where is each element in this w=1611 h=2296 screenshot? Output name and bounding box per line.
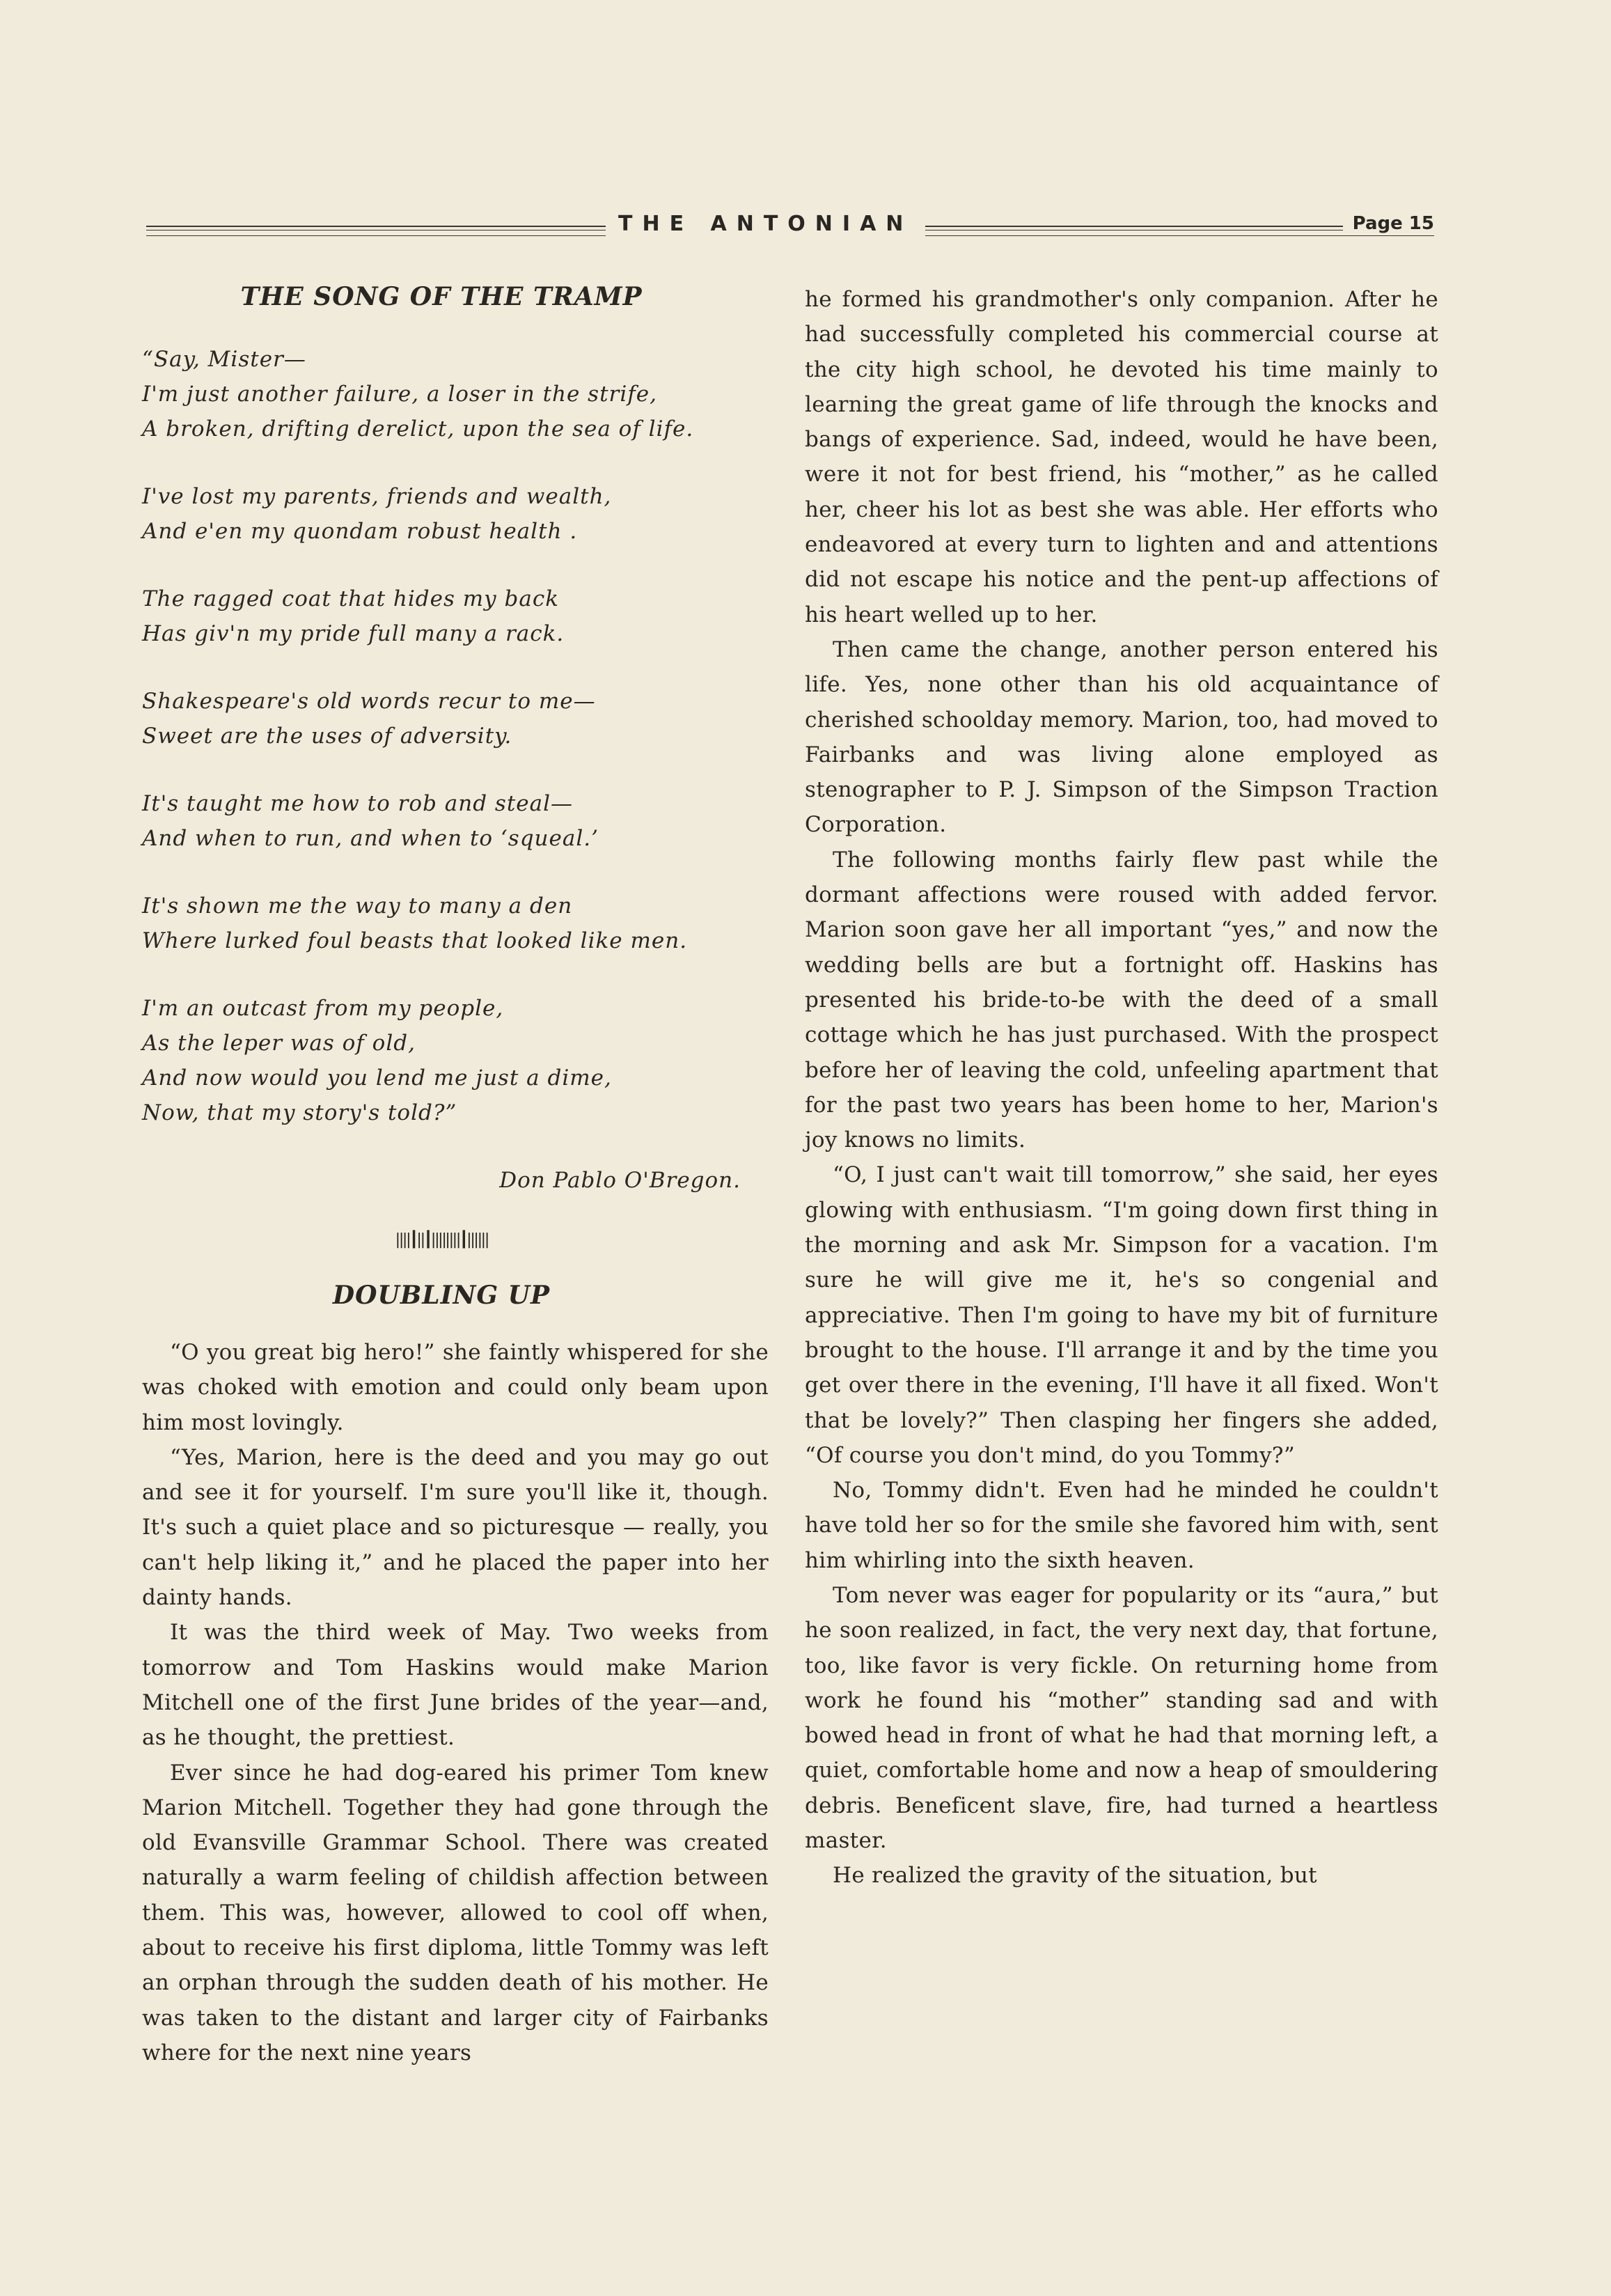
poem-body [142,342,769,1130]
story-paragraph: “O you great big hero!” she faintly whispered for she was choked with emotion and could only beam upon him most lovingly. [142,1340,769,1435]
left-column [142,282,769,2070]
story-paragraph: No, Tommy didn't. Even had he minded he couldn't have told her so for the smile she favored him with, sent him whirling into the sixth heaven. [805,1478,1438,1573]
right-column [805,282,1438,1893]
poem-line: Shakespeare's old words recur to me— [142,689,596,714]
publication-title: THE ANTONIAN [606,212,925,236]
section-divider-ornament: ‖‖┃‖┃‖‖‖‖┃‖‖‖ [395,1231,488,1249]
story-title: DOUBLING UP [332,1281,551,1310]
poem-line: “Say, Mister— [142,347,306,372]
poem-line: And when to run, and when to ‘squeal.’ [142,826,599,851]
poem-line: As the leper was of old, [142,1031,416,1056]
story-paragraph: “Yes, Marion, here is the deed and you may go out and see it for yourself. I'm sure you'll like it, though. It's such a quiet place and so picturesque — really, you can't help liking it,” and he placed the paper into her dainty hands. [142,1444,769,1611]
poem-line: Now, that my story's told?” [142,1100,457,1125]
story-paragraph: The following months fairly flew past while the dormant affections were roused with added fervor. Marion soon gave her all important “yes,” and now the wedding bells are but a fortnight off. Haskins has presented his bride-to-be with the deed of a small cottage which he has just purchased. With the prospect before her of leaving the cold, unfeeling apartment that for the past two years has been home to her, Marion's joy knows no limits. [805,847,1438,1153]
poem-stanza [142,342,769,446]
poem-line: I'm an outcast from my people, [142,996,504,1021]
story-paragraph: It was the third week of May. Two weeks from tomorrow and Tom Haskins would make Marion Mitchell one of the first June brides of the year—and, as he thought, the prettiest. [142,1620,769,1751]
story-paragraph: he formed his grandmother's only companion. After he had successfully completed his commercial course at the city high school, he devoted his time mainly to learning the great game of life through the knocks and bangs of experience. Sad, indeed, would he have been, were it not for best friend, his “mother,” as he called her, cheer his lot as best she was able. Her efforts who endeavored at every turn to lighten and and attentions did not escape his notice and the pent-up affections of his heart welled up to her. [805,287,1438,627]
poem-line: It's taught me how to rob and steal— [142,791,574,816]
poem-stanza [142,581,769,651]
poem-line: I'm just another failure, a loser in the strife, [142,382,657,407]
poem-stanza [142,684,769,753]
story-paragraph: He realized the gravity of the situation, but [833,1863,1317,1889]
story-paragraph: Then came the change, another person entered his life. Yes, none other than his old acquaintance of cherished schoolday memory. Marion, too, had moved to Fairbanks and was living alone employed as stenographer to P. J. Simpson of the Simpson Traction Corporation. [805,637,1438,838]
poem-line: I've lost my parents, friends and wealth, [142,484,612,509]
story-paragraph: Tom never was eager for popularity or its “aura,” but he soon realized, in fact, the very next day, that fortune, too, like favor is very fickle. On returning home from work he found his “mother” standing sad and with bowed head in front of what he had that morning left, a quiet, comfortable home and now a heap of smouldering debris. Beneficent slave, fire, had turned a heartless master. [805,1582,1438,1854]
poem-line: Sweet are the uses of adversity. [142,724,512,749]
poem-stanza [142,889,769,958]
running-header [146,206,1434,248]
poem-line: Has giv'n my pride full many a rack. [142,621,565,646]
story-left-text [142,1335,769,2070]
poem-stanza [142,479,769,549]
story-paragraph: Ever since he had dog-eared his primer Tom knew Marion Mitchell. Together they had gone through the old Evansville Grammar School. There was created naturally a warm feeling of childish affection between them. This was, however, allowed to cool off when, about to receive his first diploma, little Tommy was left an orphan through the sudden death of his mother. He was taken to the distant and larger city of Fairbanks where for the next nine years [142,1760,769,2065]
poem-author: Don Pablo O'Bregon. [499,1168,741,1193]
poem-title: THE SONG OF THE TRAMP [240,282,643,311]
poem-line: A broken, drifting derelict, upon the sea of life. [142,416,694,442]
poem-line: And e'en my quondam robust health . [142,519,578,544]
poem-line: Where lurked foul beasts that looked like men. [142,928,688,953]
story-paragraph: “O, I just can't wait till tomorrow,” she said, her eyes glowing with enthusiasm. “I'm going down first thing in the morning and ask Mr. Simpson for a vacation. I'm sure he will give me it, he's so congenial and appreciative. Then I'm going to have my bit of furniture brought to the house. I'll arrange it and by the time you get over there in the evening, I'll have it all fixed. Won't that be lovely?” Then clasping her fingers she added, “Of course you don't mind, do you Tommy?” [805,1162,1438,1468]
poem-line: The ragged coat that hides my back [142,586,559,611]
poem-stanza [142,991,769,1130]
page-number: Page 15 [1343,213,1434,234]
story-right-text [805,282,1438,1893]
poem-line: It's shown me the way to many a den [142,893,573,919]
poem-line: And now would you lend me just a dime, [142,1065,612,1091]
poem-stanza [142,786,769,856]
